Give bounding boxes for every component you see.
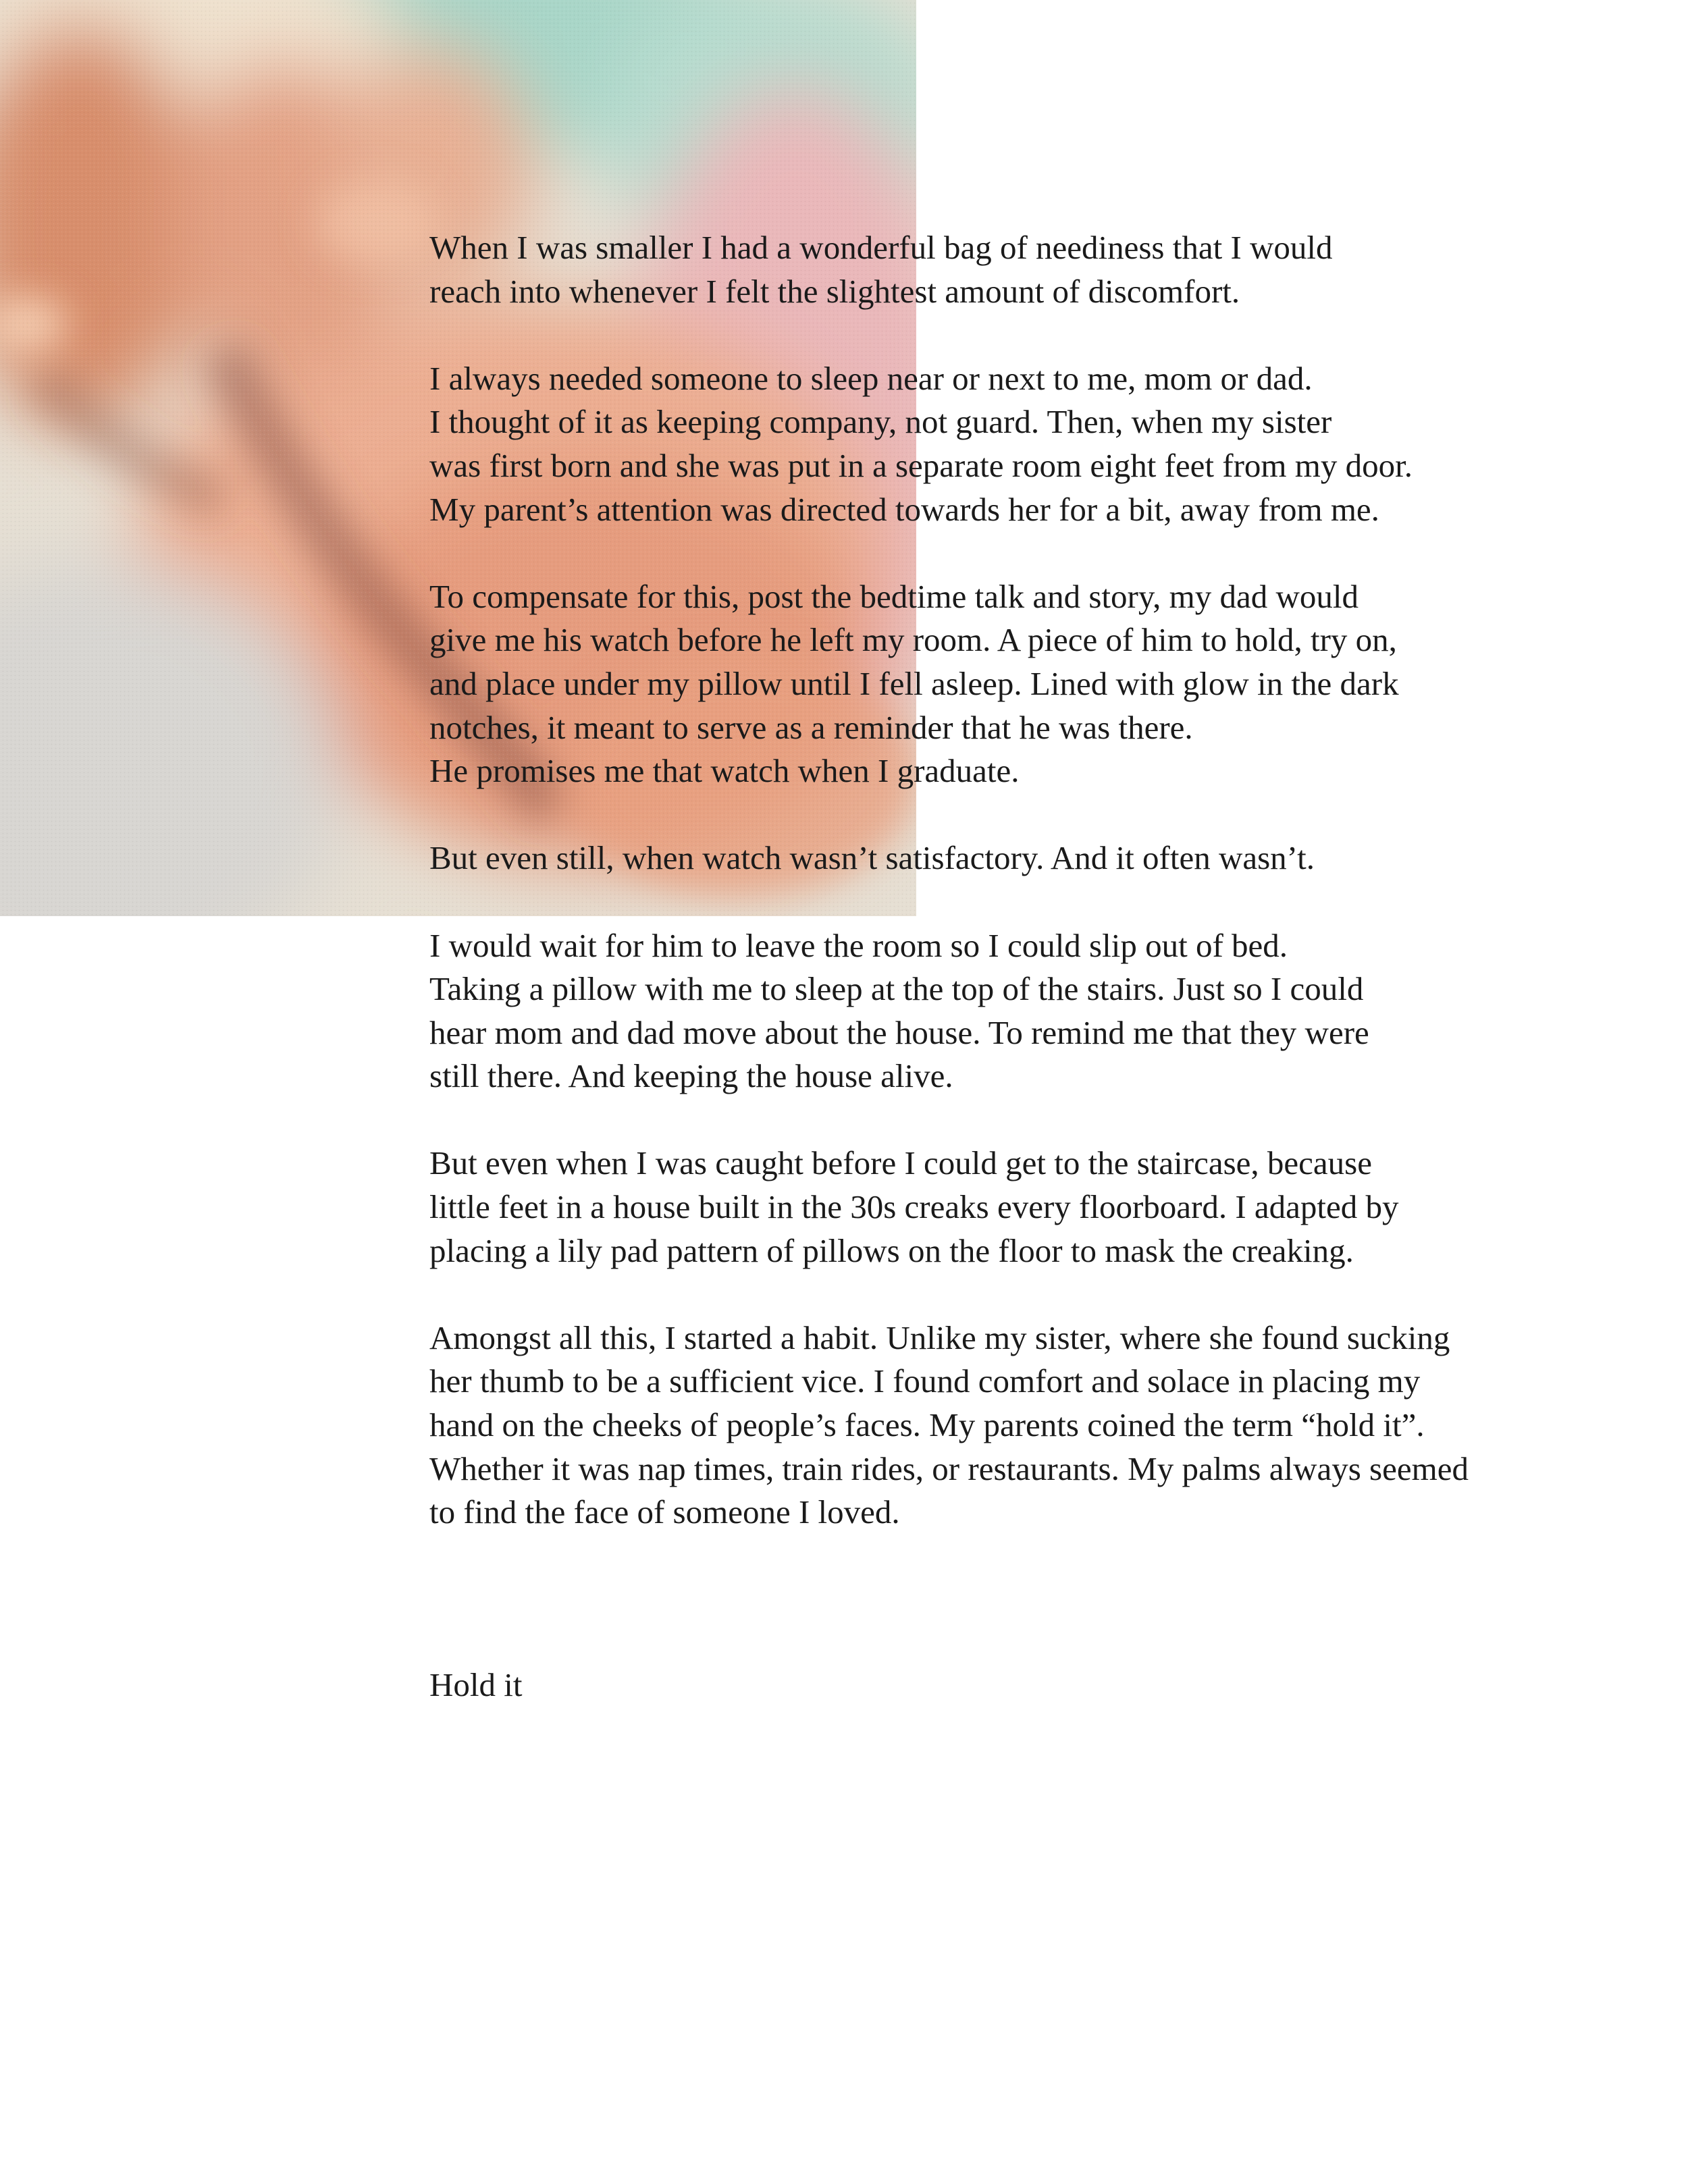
text-line: Taking a pillow with me to sleep at the top of the stairs. Just so I could — [429, 970, 1364, 1008]
text-line: Whether it was nap times, train rides, or restaurants. My palms always seemed — [429, 1449, 1469, 1487]
text-line: still there. And keeping the house alive. — [429, 1057, 953, 1095]
paragraph — [429, 836, 1645, 880]
paragraph — [429, 1316, 1645, 1535]
text-line: give me his watch before he left my room. A piece of him to hold, try on, — [429, 621, 1397, 659]
text-line: He promises me that watch when I graduate. — [429, 752, 1020, 790]
text-line: her thumb to be a sufficient vice. I found comfort and solace in placing my — [429, 1362, 1421, 1400]
text-line: I would wait for him to leave the room so I could slip out of bed. — [429, 926, 1288, 964]
text-line: notches, it meant to serve as a reminder that he was there. — [429, 708, 1193, 746]
text-line: placing a lily pad pattern of pillows on the floor to mask the creaking. — [429, 1231, 1354, 1269]
text-line: But even still, when watch wasn’t satisfactory. And it often wasn’t. — [429, 839, 1315, 877]
paragraph — [429, 357, 1645, 531]
body-text — [429, 226, 1645, 1578]
text-line: to find the face of someone I loved. — [429, 1493, 900, 1531]
text-line: hand on the cheeks of people’s faces. My parents coined the term “hold it”. — [429, 1406, 1425, 1444]
text-line: When I was smaller I had a wonderful bag of neediness that I would — [429, 229, 1333, 266]
text-line: To compensate for this, post the bedtime talk and story, my dad would — [429, 577, 1359, 615]
piece-title: Hold it — [429, 1666, 523, 1703]
text-line: and place under my pillow until I fell asleep. Lined with glow in the dark — [429, 664, 1399, 702]
text-line: But even when I was caught before I could get to the staircase, because — [429, 1144, 1372, 1182]
text-line: hear mom and dad move about the house. To remind me that they were — [429, 1013, 1369, 1051]
paragraph — [429, 575, 1645, 793]
text-line: reach into whenever I felt the slightest amount of discomfort. — [429, 272, 1240, 310]
text-line: was first born and she was put in a separate room eight feet from my door. — [429, 446, 1413, 484]
paragraph — [429, 924, 1645, 1098]
text-line: I thought of it as keeping company, not guard. Then, when my sister — [429, 403, 1332, 441]
paragraph — [429, 1142, 1645, 1273]
text-line: little feet in a house built in the 30s creaks every floorboard. I adapted by — [429, 1188, 1399, 1226]
paragraph — [429, 226, 1645, 313]
text-line: Amongst all this, I started a habit. Unlike my sister, where she found sucking — [429, 1319, 1450, 1356]
text-line: I always needed someone to sleep near or next to me, mom or dad. — [429, 359, 1313, 397]
text-line: My parent’s attention was directed towards her for a bit, away from me. — [429, 490, 1379, 528]
